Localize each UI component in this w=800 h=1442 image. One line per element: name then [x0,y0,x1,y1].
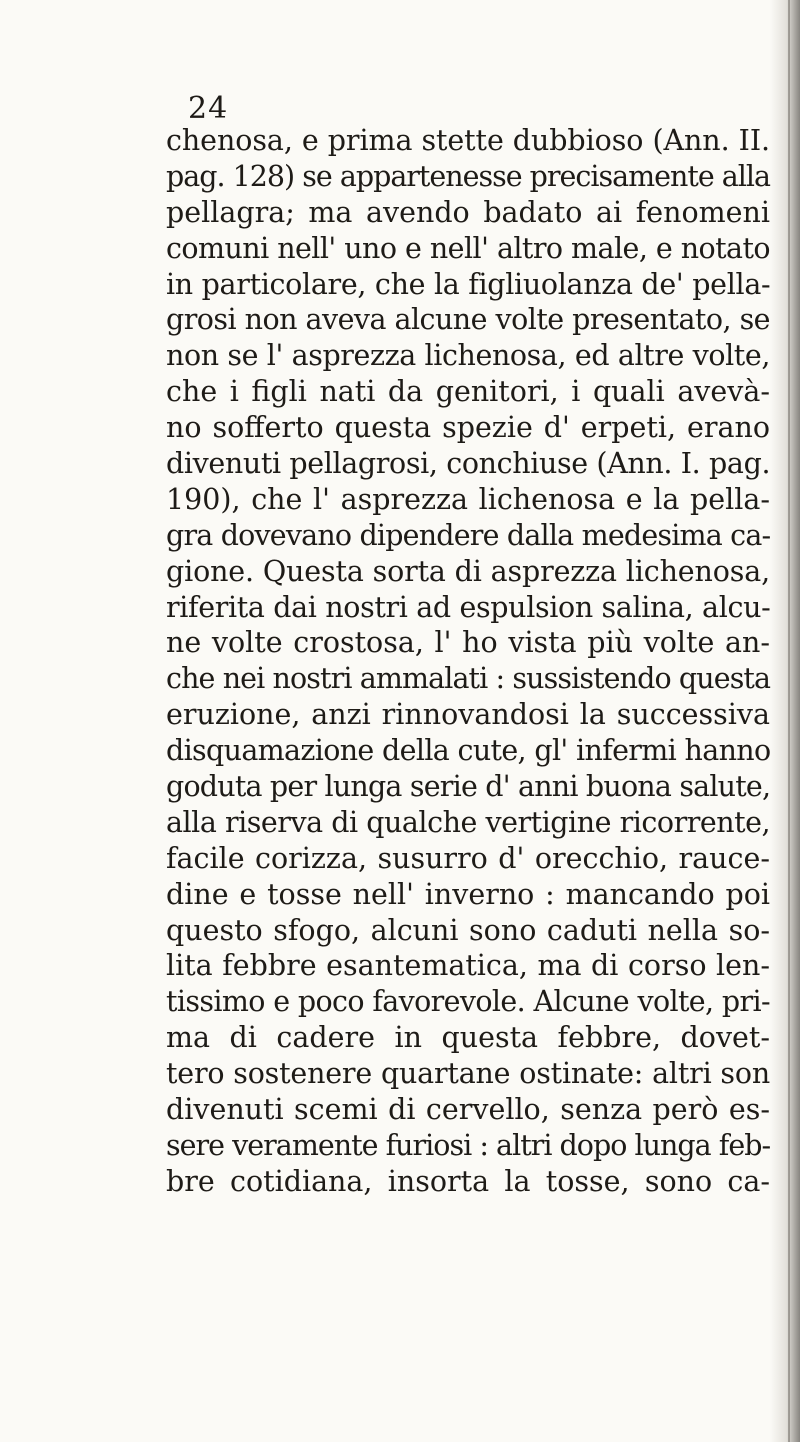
text-line: divenuti scemi di cervello, senza però es- [166,1093,770,1127]
page-edge-shadow [770,0,800,1442]
text-line: lita febbre esantematica, ma di corso len- [166,949,770,983]
page-number: 24 [188,91,229,126]
text-line: questo sfogo, alcuni sono caduti nella so- [166,913,770,947]
text-line: ma di cadere in questa febbre, dovet- [166,1021,770,1055]
text-line: gra dovevano dipendere dalla medesima ca- [166,518,771,552]
text-line: pellagra; ma avendo badato ai fenomeni [166,195,770,229]
text-line: dine e tosse nell' inverno : mancando poi [166,877,770,911]
page-edge-line [788,0,790,1442]
text-line: divenuti pellagrosi, conchiuse (Ann. I. pag. [166,447,771,481]
text-line: eruzione, anzi rinnovandosi la successiva [166,698,770,732]
text-line: non se l' asprezza lichenosa, ed altre volte, [166,339,770,373]
text-line: disquamazione della cute, gl' infermi hanno [166,734,771,768]
text-line: sere veramente furiosi : altri dopo lunga feb- [166,1128,771,1162]
text-line: chenosa, e prima stette dubbioso (Ann. II. [166,124,770,157]
text-line: facile corizza, susurro d' orecchio, rauce- [166,841,770,875]
text-line: tissimo e poco favorevole. Alcune volte, pri- [166,985,771,1019]
text-line: gione. Questa sorta di asprezza lichenosa, [166,554,770,588]
text-line: che nei nostri ammalati : sussistendo questa [166,662,771,696]
text-line: alla riserva di qualche vertigine ricorrente, [166,805,771,839]
text-line: comuni nell' uno e nell' altro male, e notato [166,231,770,265]
text-line: ne volte crostosa, l' ho vista più volte an- [166,626,770,660]
body-text [166,123,770,1200]
text-line: pag. 128) se appartenesse precisamente alla [166,159,770,193]
text-line: 190), che l' asprezza lichenosa e la pella- [166,482,770,516]
text-line: riferita dai nostri ad espulsion salina, alcu- [166,590,771,624]
text-line: no sofferto questa spezie d' erpeti, erano [166,411,770,445]
text-line: che i figli nati da genitori, i quali avevà- [166,375,770,409]
text-line: in particolare, che la figliuolanza de' pella- [166,267,771,301]
text-line: tero sostenere quartane ostinate: altri son [166,1057,770,1091]
text-line: bre cotidiana, insorta la tosse, sono ca- [166,1164,770,1198]
text-line: grosi non aveva alcune volte presentato, se [166,303,770,337]
text-line: goduta per lunga serie d' anni buona salute, [166,770,771,804]
